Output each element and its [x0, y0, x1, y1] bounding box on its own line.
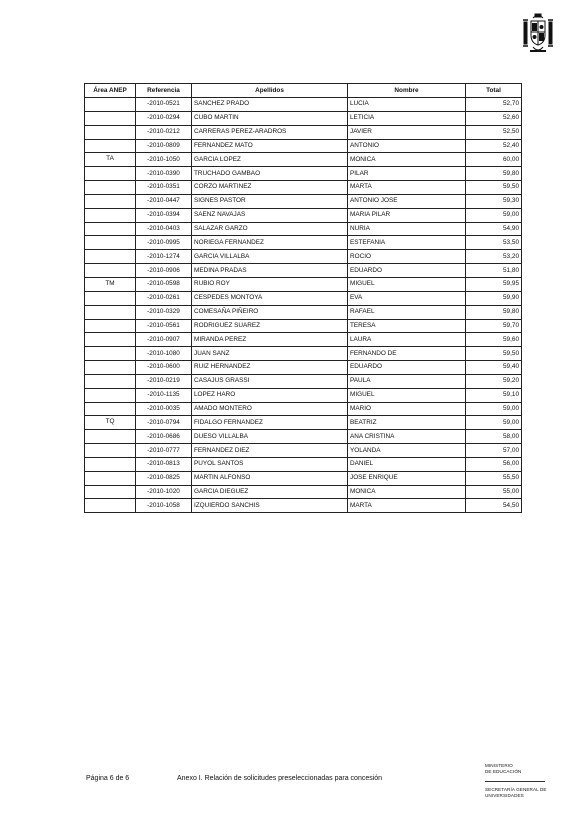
- name-cell: ANTONIO JOSE: [348, 194, 466, 208]
- area-cell: [85, 402, 136, 416]
- surname-cell: IZQUIERDO SANCHIS: [192, 499, 348, 513]
- table-header-row: [85, 84, 522, 98]
- table-row: [85, 291, 522, 305]
- surname-cell: CUBO MARTIN: [192, 111, 348, 125]
- table-row: [85, 194, 522, 208]
- name-cell: PILAR: [348, 167, 466, 181]
- total-cell: 59,20: [466, 374, 522, 388]
- name-cell: FERNANDO DE: [348, 347, 466, 361]
- reference-cell: -2010-0598: [136, 277, 192, 291]
- reference-cell: -2010-0035: [136, 402, 192, 416]
- name-cell: DANIEL: [348, 457, 466, 471]
- surname-cell: NORIEGA FERNANDEZ: [192, 236, 348, 250]
- surname-cell: MARTIN ALFONSO: [192, 471, 348, 485]
- surname-cell: LOPEZ HARO: [192, 388, 348, 402]
- ministry-label: [485, 763, 521, 775]
- table-row: [85, 361, 522, 375]
- surname-cell: CESPEDES MONTOYA: [192, 291, 348, 305]
- name-cell: ANA CRISTINA: [348, 430, 466, 444]
- area-cell: [85, 374, 136, 388]
- area-cell: [85, 236, 136, 250]
- total-cell: 53,20: [466, 250, 522, 264]
- reference-cell: -2010-0813: [136, 457, 192, 471]
- total-cell: 59,30: [466, 194, 522, 208]
- name-cell: BEATRIZ: [348, 416, 466, 430]
- table-row: [85, 319, 522, 333]
- total-cell: 59,00: [466, 416, 522, 430]
- area-cell: [85, 98, 136, 112]
- name-cell: ANTONIO: [348, 139, 466, 153]
- area-cell: [85, 471, 136, 485]
- annex-title: Anexo I. Relación de solicitudes preseleccionadas para concesión: [177, 775, 383, 782]
- surname-cell: RUIZ HERNANDEZ: [192, 361, 348, 375]
- reference-cell: -2010-0777: [136, 444, 192, 458]
- area-cell: [85, 319, 136, 333]
- total-cell: 55,00: [466, 485, 522, 499]
- name-cell: LUCIA: [348, 98, 466, 112]
- table-row: [85, 499, 522, 513]
- table-row: [85, 222, 522, 236]
- area-cell: [85, 361, 136, 375]
- secretaria-line-1: SECRETARÍA GENERAL DE: [485, 787, 547, 792]
- total-cell: 59,10: [466, 388, 522, 402]
- table-row: [85, 430, 522, 444]
- reference-cell: -2010-0906: [136, 264, 192, 278]
- total-cell: 52,50: [466, 125, 522, 139]
- name-cell: TERESA: [348, 319, 466, 333]
- total-cell: 57,00: [466, 444, 522, 458]
- surname-cell: SALAZAR GARZO: [192, 222, 348, 236]
- surname-cell: FERNANDEZ DIEZ: [192, 444, 348, 458]
- page-number: Página 6 de 6: [86, 775, 130, 782]
- surname-cell: CARRERAS PEREZ-ARADROS: [192, 125, 348, 139]
- total-cell: 59,50: [466, 181, 522, 195]
- name-cell: MONICA: [348, 153, 466, 167]
- name-cell: PAULA: [348, 374, 466, 388]
- total-cell: 59,00: [466, 208, 522, 222]
- table-row: [85, 374, 522, 388]
- total-cell: 60,00: [466, 153, 522, 167]
- secretaria-line-2: UNIVERSIDADES: [485, 793, 524, 798]
- area-cell: TQ: [85, 416, 136, 430]
- surname-cell: SAENZ NAVAJAS: [192, 208, 348, 222]
- table-row: [85, 347, 522, 361]
- surname-cell: JUAN SANZ: [192, 347, 348, 361]
- table-row: [85, 153, 522, 167]
- total-cell: 59,60: [466, 333, 522, 347]
- area-cell: [85, 430, 136, 444]
- reference-cell: -2010-0351: [136, 181, 192, 195]
- total-cell: 59,95: [466, 277, 522, 291]
- total-cell: 54,50: [466, 499, 522, 513]
- area-cell: TM: [85, 277, 136, 291]
- area-cell: [85, 222, 136, 236]
- reference-cell: -2010-0447: [136, 194, 192, 208]
- total-cell: 52,40: [466, 139, 522, 153]
- table-row: [85, 264, 522, 278]
- total-cell: 58,00: [466, 430, 522, 444]
- surname-cell: CASAJUS GRASSI: [192, 374, 348, 388]
- reference-cell: -2010-0329: [136, 305, 192, 319]
- table-row: [85, 277, 522, 291]
- total-cell: 59,40: [466, 361, 522, 375]
- surname-cell: GARCIA LOPEZ: [192, 153, 348, 167]
- surname-cell: DUESO VILLALBA: [192, 430, 348, 444]
- area-cell: [85, 250, 136, 264]
- name-cell: LETICIA: [348, 111, 466, 125]
- header-nombre: Nombre: [348, 84, 466, 98]
- name-cell: EVA: [348, 291, 466, 305]
- reference-cell: -2010-0794: [136, 416, 192, 430]
- reference-cell: -2010-0561: [136, 319, 192, 333]
- header-total: Total: [466, 84, 522, 98]
- reference-cell: -2010-0995: [136, 236, 192, 250]
- area-cell: [85, 194, 136, 208]
- name-cell: JAVIER: [348, 125, 466, 139]
- area-cell: [85, 125, 136, 139]
- table-row: [85, 471, 522, 485]
- area-cell: [85, 444, 136, 458]
- area-cell: [85, 499, 136, 513]
- table-row: [85, 457, 522, 471]
- name-cell: YOLANDA: [348, 444, 466, 458]
- total-cell: 53,50: [466, 236, 522, 250]
- reference-cell: -2010-1080: [136, 347, 192, 361]
- coat-of-arms-icon: [521, 12, 555, 54]
- reference-cell: -2010-1058: [136, 499, 192, 513]
- area-cell: [85, 457, 136, 471]
- reference-cell: -2010-0294: [136, 111, 192, 125]
- table-row: [85, 181, 522, 195]
- table-row: [85, 402, 522, 416]
- area-cell: [85, 111, 136, 125]
- name-cell: MARIO: [348, 402, 466, 416]
- area-cell: [85, 208, 136, 222]
- table-row: [85, 416, 522, 430]
- name-cell: MIGUEL: [348, 277, 466, 291]
- name-cell: JOSE ENRIQUE: [348, 471, 466, 485]
- table-row: [85, 333, 522, 347]
- header-apellidos: Apellidos: [192, 84, 348, 98]
- area-cell: [85, 347, 136, 361]
- area-cell: [85, 264, 136, 278]
- name-cell: MONICA: [348, 485, 466, 499]
- table-row: [85, 236, 522, 250]
- name-cell: MIGUEL: [348, 388, 466, 402]
- area-cell: [85, 291, 136, 305]
- surname-cell: CORZO MARTINEZ: [192, 181, 348, 195]
- name-cell: RAFAEL: [348, 305, 466, 319]
- reference-cell: -2010-0403: [136, 222, 192, 236]
- surname-cell: RUBIO ROY: [192, 277, 348, 291]
- table-row: [85, 208, 522, 222]
- area-cell: [85, 167, 136, 181]
- surname-cell: COMESAÑA PIÑEIRO: [192, 305, 348, 319]
- reference-cell: -2010-0390: [136, 167, 192, 181]
- table-row: [85, 98, 522, 112]
- name-cell: EDUARDO: [348, 361, 466, 375]
- header-area: Área ANEP: [85, 84, 136, 98]
- surname-cell: SIGNES PASTOR: [192, 194, 348, 208]
- table-row: [85, 125, 522, 139]
- surname-cell: MEDINA PRADAS: [192, 264, 348, 278]
- table-row: [85, 485, 522, 499]
- total-cell: 54,90: [466, 222, 522, 236]
- reference-cell: -2010-0219: [136, 374, 192, 388]
- surname-cell: GARCIA VILLALBA: [192, 250, 348, 264]
- total-cell: 59,80: [466, 167, 522, 181]
- table-row: [85, 305, 522, 319]
- total-cell: 51,80: [466, 264, 522, 278]
- secretaria-label: [485, 787, 547, 799]
- table-row: [85, 388, 522, 402]
- reference-cell: -2010-1020: [136, 485, 192, 499]
- table-body: [85, 98, 522, 513]
- divider: [485, 781, 545, 782]
- header-referencia: Referencia: [136, 84, 192, 98]
- area-cell: [85, 485, 136, 499]
- reference-cell: -2010-1135: [136, 388, 192, 402]
- name-cell: MARTA: [348, 181, 466, 195]
- surname-cell: PUYOL SANTOS: [192, 457, 348, 471]
- reference-cell: -2010-0261: [136, 291, 192, 305]
- name-cell: MARIA PILAR: [348, 208, 466, 222]
- name-cell: MARTA: [348, 499, 466, 513]
- reference-cell: -2010-0394: [136, 208, 192, 222]
- reference-cell: -2010-0907: [136, 333, 192, 347]
- reference-cell: -2010-0686: [136, 430, 192, 444]
- total-cell: 59,90: [466, 291, 522, 305]
- ministry-line-1: MINISTERIO: [485, 763, 513, 768]
- name-cell: ESTEFANIA: [348, 236, 466, 250]
- reference-cell: -2010-0825: [136, 471, 192, 485]
- total-cell: 59,50: [466, 347, 522, 361]
- surname-cell: FERNANDEZ MATO: [192, 139, 348, 153]
- area-cell: [85, 181, 136, 195]
- reference-cell: -2010-0212: [136, 125, 192, 139]
- table-row: [85, 111, 522, 125]
- reference-cell: -2010-0521: [136, 98, 192, 112]
- surname-cell: TRUCHADO GAMBAO: [192, 167, 348, 181]
- table-row: [85, 444, 522, 458]
- surname-cell: GARCIA DIEGUEZ: [192, 485, 348, 499]
- total-cell: 52,60: [466, 111, 522, 125]
- name-cell: NURIA: [348, 222, 466, 236]
- area-cell: TA: [85, 153, 136, 167]
- surname-cell: FIDALGO FERNANDEZ: [192, 416, 348, 430]
- name-cell: ROCIO: [348, 250, 466, 264]
- total-cell: 56,00: [466, 457, 522, 471]
- surname-cell: SANCHEZ PRADO: [192, 98, 348, 112]
- preselection-table: [84, 83, 522, 513]
- reference-cell: -2010-1050: [136, 153, 192, 167]
- area-cell: [85, 305, 136, 319]
- area-cell: [85, 333, 136, 347]
- table-row: [85, 139, 522, 153]
- reference-cell: -2010-1274: [136, 250, 192, 264]
- total-cell: 52,70: [466, 98, 522, 112]
- name-cell: LAURA: [348, 333, 466, 347]
- area-cell: [85, 139, 136, 153]
- table-row: [85, 250, 522, 264]
- surname-cell: RODRIGUEZ SUAREZ: [192, 319, 348, 333]
- total-cell: 59,80: [466, 305, 522, 319]
- table-row: [85, 167, 522, 181]
- total-cell: 59,70: [466, 319, 522, 333]
- ministry-line-2: DE EDUCACIÓN: [485, 769, 522, 774]
- surname-cell: AMADO MONTERO: [192, 402, 348, 416]
- total-cell: 59,00: [466, 402, 522, 416]
- name-cell: EDUARDO: [348, 264, 466, 278]
- surname-cell: MIRANDA PEREZ: [192, 333, 348, 347]
- total-cell: 55,50: [466, 471, 522, 485]
- reference-cell: -2010-0600: [136, 361, 192, 375]
- area-cell: [85, 388, 136, 402]
- reference-cell: -2010-0809: [136, 139, 192, 153]
